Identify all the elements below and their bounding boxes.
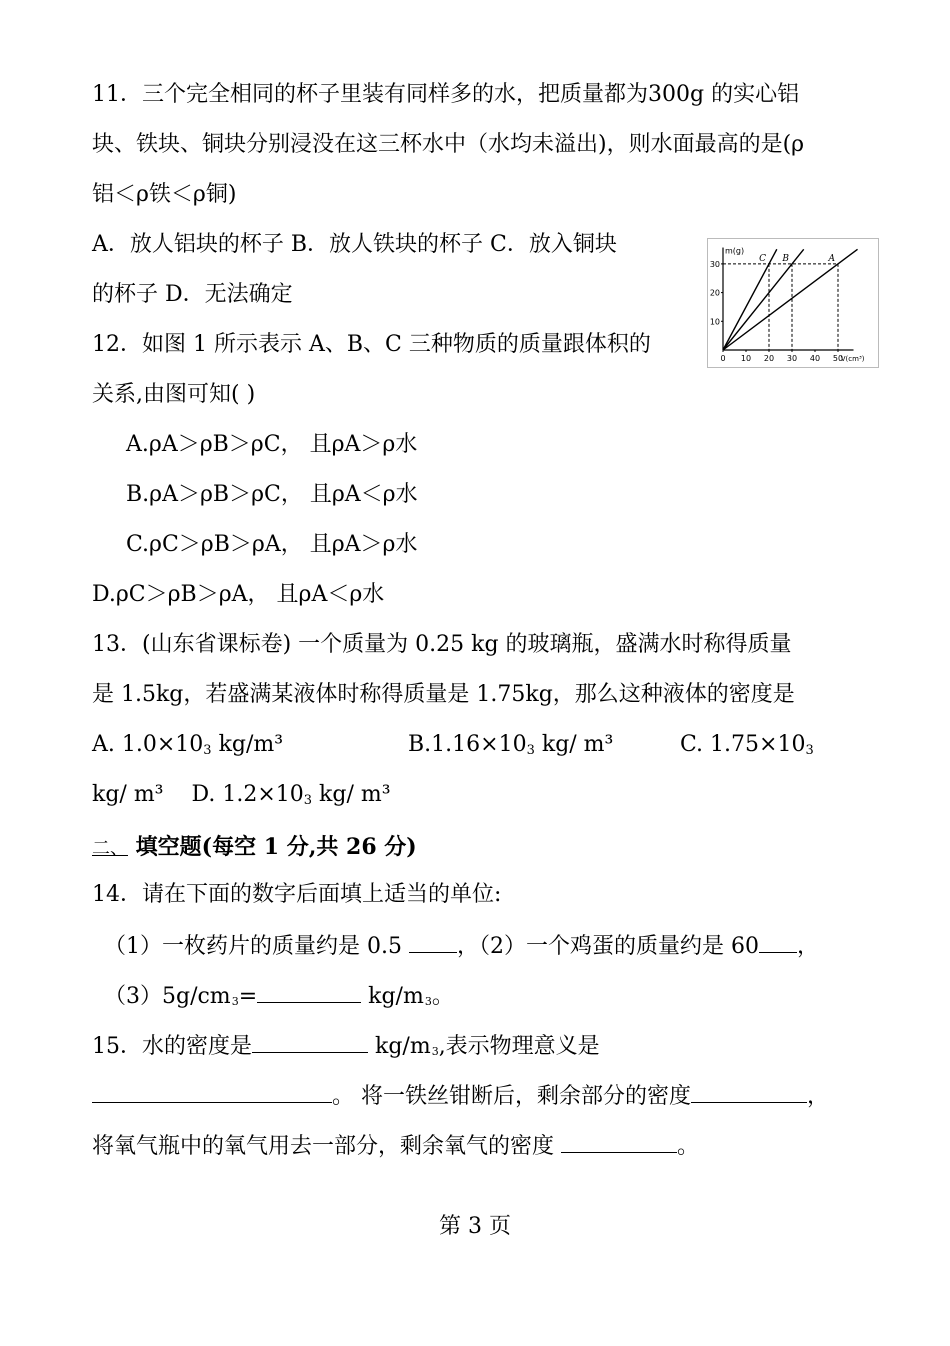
q15-blank-2[interactable]	[92, 1080, 332, 1103]
section-2-title: 填空题(每空 1 分,共 26 分)	[135, 834, 417, 860]
y-tick-label: 20	[709, 288, 720, 298]
x-tick-label: 0	[720, 354, 726, 363]
series-label-a: A	[828, 253, 835, 264]
q14-blank-1[interactable]	[409, 930, 457, 953]
x-tick-label: 30	[786, 354, 798, 363]
q14-blank-3[interactable]	[257, 980, 361, 1003]
mass-volume-chart	[707, 238, 879, 368]
q14-line-1: 14．请在下面的数字后面填上适当的单位:	[92, 882, 502, 907]
q13-option-c-unit: kg/ m³	[92, 782, 164, 807]
q12-line-1: 12．如图 1 所示表示 A、B、C 三种物质的质量跟体积的	[92, 332, 651, 357]
series-label-b: B	[782, 253, 789, 264]
q13-option-c-wrap: C. 1.75×103	[680, 732, 814, 758]
q13-option-b: B.1.16×10	[408, 732, 527, 757]
x-tick-label: 10	[740, 354, 752, 363]
q12-option-a: A.ρA＞ρB＞ρC， 且ρA＞ρ水	[126, 432, 418, 457]
q13-line-2: 是 1.5kg，若盛满某液体时称得质量是 1.75kg，那么这种液体的密度是	[92, 682, 795, 707]
q12-option-c: C.ρC＞ρB＞ρA， 且ρA＞ρ水	[126, 532, 418, 557]
y-tick-label: 10	[709, 317, 720, 327]
q11-line-2: 块、铁块、铜块分别浸没在这三杯水中（水均未溢出)，则水面最高的是(ρ	[92, 132, 805, 157]
x-tick-label: 40	[809, 354, 821, 363]
q15-blank-3[interactable]	[691, 1080, 807, 1103]
q15-line-1: 15．水的密度是 kg/m3,表示物理意义是	[92, 1030, 600, 1067]
q15-blank-4[interactable]	[561, 1130, 677, 1153]
q12-option-b: B.ρA＞ρB＞ρC， 且ρA＜ρ水	[126, 482, 418, 507]
q13-option-d: D. 1.2×10	[191, 782, 304, 807]
x-tick-label: 20	[763, 354, 775, 363]
q14-line-3: （3）5g/cm3= kg/m3。	[104, 980, 454, 1017]
q13-option-a-unit: kg/m³	[218, 732, 284, 757]
q13-option-b-unit: kg/ m³	[541, 732, 614, 757]
q12-line-2: 关系,由图可知( )	[92, 382, 256, 407]
x-tick-label: 50	[832, 354, 844, 363]
q13-option-a: A. 1.0×10	[92, 732, 204, 757]
series-label-c: C	[759, 253, 766, 264]
q15-line-3: 将氧气瓶中的氧气用去一部分，剩余氧气的密度 。	[92, 1130, 699, 1162]
page-number: 第 3 页	[439, 1214, 511, 1239]
q14-line-2: （1）一枚药片的质量约是 0.5 ，（2）一个鸡蛋的质量约是 60 ，	[104, 930, 819, 962]
q11-line-1: 11．三个完全相同的杯子里装有同样多的水，把质量都为300g 的实心铝	[92, 82, 800, 107]
y-axis-label: m(g)	[725, 246, 745, 256]
q12-option-d: D.ρC＞ρB＞ρA， 且ρA＜ρ水	[92, 582, 385, 607]
y-tick-label: 30	[709, 259, 720, 269]
q13-option-d-unit: kg/ m³	[319, 782, 391, 807]
q11-options: A．放人铝块的杯子 B．放人铁块的杯子 C．放入铜块	[92, 232, 617, 257]
q13-option-b-wrap: B.1.16×103 kg/ m³	[408, 732, 614, 758]
q11-line-3: 铝＜ρ铁＜ρ铜)	[92, 182, 237, 207]
q13-options-row-1: A. 1.0×103 kg/m³	[92, 732, 284, 758]
q15-blank-1[interactable]	[252, 1030, 368, 1053]
section-2-heading	[92, 832, 417, 864]
q13-line-1: 13．(山东省课标卷) 一个质量为 0.25 kg 的玻璃瓶，盛满水时称得质量	[92, 632, 792, 657]
section-2-prefix: 二、	[92, 838, 128, 859]
q13-option-c: C. 1.75×10	[680, 732, 806, 757]
q11-options-2: 的杯子 D．无法确定	[92, 282, 293, 307]
q14-blank-2[interactable]	[759, 930, 797, 953]
x-axis-label: V(cm³)	[840, 355, 865, 363]
q15-line-2: 。 将一铁丝钳断后，剩余部分的密度 ，	[92, 1080, 829, 1112]
q13-options-row-2: kg/ m³ D. 1.2×103 kg/ m³	[92, 782, 391, 808]
